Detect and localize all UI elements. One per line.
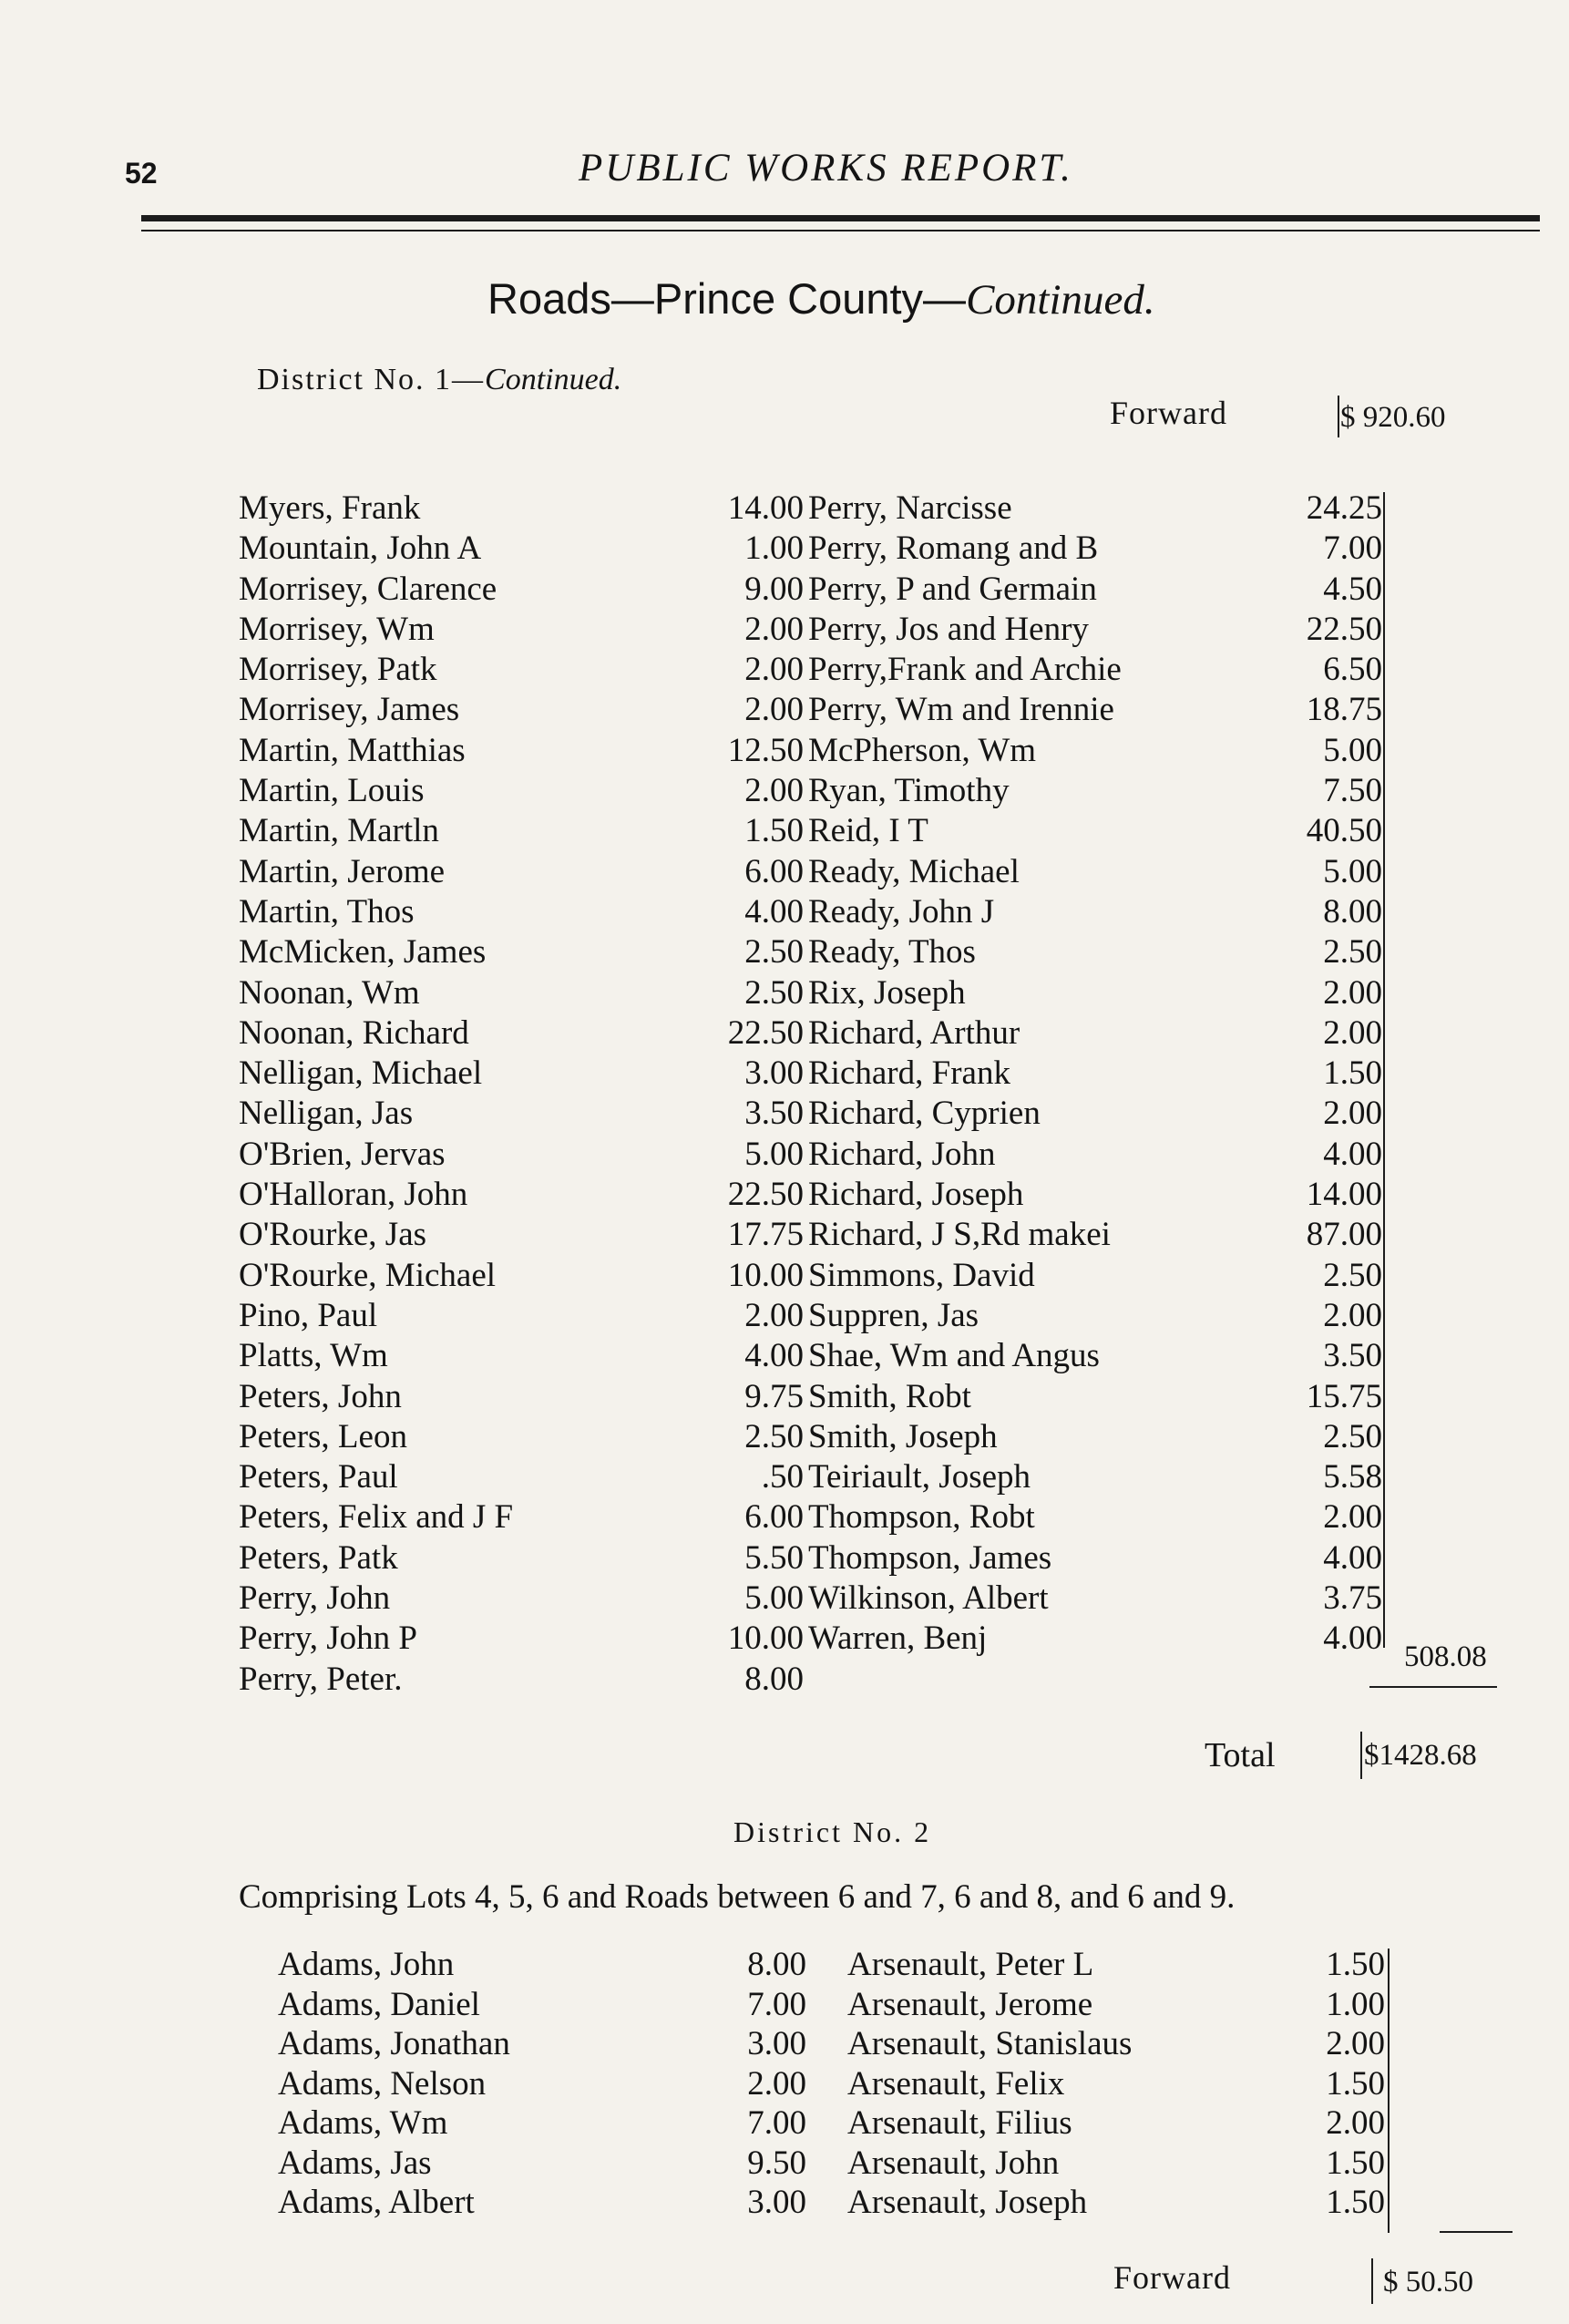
right-name: Ryan, Timothy <box>808 772 1010 810</box>
right-amount: 7.00 <box>1323 530 1382 568</box>
left-name: Mountain, John A <box>239 530 482 568</box>
left-amount: 1.00 <box>744 530 804 568</box>
right-name: Thompson, James <box>808 1538 1052 1577</box>
district-1-ledger-row <box>239 892 1382 932</box>
left-amount: 2.50 <box>744 1417 804 1455</box>
right-amount: 2.00 <box>1323 1095 1382 1133</box>
left-name: Martin, Martln <box>239 812 439 850</box>
right-name: Ready, John J <box>808 892 995 931</box>
right-name: Reid, I T <box>808 812 928 850</box>
right-amount: 2.00 <box>1323 1498 1382 1537</box>
left-name: Morrisey, Clarence <box>239 570 497 608</box>
left-name: Martin, Thos <box>239 892 415 931</box>
left-name: Nelligan, Michael <box>239 1054 483 1093</box>
right-amount: 22.50 <box>1306 610 1382 648</box>
right-amount: 1.50 <box>1326 1946 1385 1983</box>
left-name: O'Rourke, Michael <box>239 1256 497 1294</box>
district-1-ledger-row <box>239 1215 1382 1255</box>
right-amount: 2.00 <box>1326 2025 1385 2062</box>
left-amount: 2.00 <box>744 610 804 648</box>
right-amount: 2.50 <box>1323 933 1382 972</box>
right-name: Simmons, David <box>808 1256 1035 1294</box>
section-title-main: Roads—Prince County— <box>487 274 967 323</box>
right-name: Richard, John <box>808 1135 996 1173</box>
right-name: Richard, Arthur <box>808 1013 1020 1052</box>
left-amount: 6.00 <box>744 1498 804 1537</box>
left-amount: 3.00 <box>747 2184 806 2221</box>
left-amount: 17.75 <box>727 1216 804 1254</box>
right-name: Richard, Frank <box>808 1054 1010 1093</box>
district-1-ledger-row <box>239 570 1382 610</box>
section-title-continued: Continued. <box>966 276 1155 324</box>
right-amount: 3.75 <box>1323 1579 1382 1618</box>
right-amount: 2.00 <box>1323 1013 1382 1052</box>
right-name: Warren, Benj <box>808 1620 988 1658</box>
left-amount: 4.00 <box>744 892 804 931</box>
district-2-ledger-row <box>278 2064 1399 2104</box>
right-name: Arsenault, Joseph <box>847 2184 1088 2221</box>
section-title <box>487 273 1155 324</box>
left-name: Pino, Paul <box>239 1296 378 1334</box>
left-name: Peters, Paul <box>239 1458 398 1496</box>
forward-amount-bottom: $ 50.50 <box>1383 2266 1473 2298</box>
right-name: Perry, Wm and Irennie <box>808 691 1114 729</box>
right-name: Thompson, Robt <box>808 1498 1035 1537</box>
left-name: Myers, Frank <box>239 489 421 527</box>
forward-vertical-rule <box>1338 396 1339 437</box>
right-name: Wilkinson, Albert <box>808 1579 1049 1618</box>
district-1-ledger-row <box>239 1377 1382 1417</box>
left-name: Adams, Jonathan <box>278 2025 510 2062</box>
right-amount: 40.50 <box>1306 812 1382 850</box>
district-1-ledger-row <box>239 650 1382 690</box>
forward-label-bottom: Forward <box>1113 2259 1231 2296</box>
left-name: Adams, Nelson <box>278 2064 487 2103</box>
right-amount: 1.50 <box>1326 2184 1385 2221</box>
district-1-ledger <box>239 488 1382 1700</box>
right-amount: 3.50 <box>1323 1337 1382 1375</box>
district-2-heading: District No. 2 <box>733 1815 932 1848</box>
district-1-ledger-row <box>239 1578 1382 1619</box>
district-1-heading <box>257 363 621 397</box>
left-amount: 22.50 <box>727 1176 804 1214</box>
left-amount: 6.00 <box>744 852 804 890</box>
total-label: Total <box>1205 1736 1276 1774</box>
right-amount: 2.50 <box>1323 1256 1382 1294</box>
district-2-amount-rule <box>1388 1949 1390 2233</box>
total-vertical-rule <box>1360 1732 1362 1779</box>
right-amount: 6.50 <box>1323 651 1382 689</box>
right-amount: 87.00 <box>1306 1216 1382 1254</box>
right-amount: 4.50 <box>1323 570 1382 608</box>
right-amount: 5.00 <box>1323 731 1382 769</box>
left-amount: 8.00 <box>744 1660 804 1698</box>
forward-amount: $ 920.60 <box>1340 401 1446 434</box>
forward-bottom-vertical-rule <box>1371 2258 1373 2304</box>
left-amount: 14.00 <box>727 489 804 527</box>
district-1-ledger-row <box>239 1417 1382 1457</box>
district-1-ledger-row <box>239 811 1382 851</box>
left-amount: 8.00 <box>747 1946 806 1983</box>
left-amount: .50 <box>761 1458 804 1496</box>
district-2-bottom-rule <box>1440 2231 1513 2233</box>
right-amount: 24.25 <box>1306 489 1382 527</box>
right-amount: 1.50 <box>1326 2064 1385 2103</box>
district-1-ledger-row <box>239 690 1382 730</box>
right-amount: 1.50 <box>1323 1054 1382 1093</box>
district-1-heading-continued: Continued. <box>485 363 622 396</box>
right-name: McPherson, Wm <box>808 731 1037 769</box>
left-amount: 2.50 <box>744 933 804 972</box>
right-name: Perry, Jos and Henry <box>808 610 1089 648</box>
right-name: Teiriault, Joseph <box>808 1458 1031 1496</box>
right-name: Perry, Narcisse <box>808 489 1012 527</box>
right-amount: 7.50 <box>1323 772 1382 810</box>
right-name: Arsenault, Stanislaus <box>847 2025 1133 2062</box>
right-name: Suppren, Jas <box>808 1296 979 1334</box>
forward-label: Forward <box>1110 395 1227 431</box>
left-amount: 2.50 <box>744 973 804 1012</box>
left-amount: 3.50 <box>744 1095 804 1133</box>
right-amount: 2.00 <box>1326 2104 1385 2142</box>
left-name: Peters, Patk <box>239 1538 398 1577</box>
district-1-ledger-row <box>239 1013 1382 1054</box>
right-name: Rix, Joseph <box>808 973 966 1012</box>
district-2-ledger-row <box>278 2024 1399 2064</box>
running-head: PUBLIC WORKS REPORT. <box>579 147 1073 190</box>
left-amount: 9.50 <box>747 2144 806 2182</box>
left-name: Nelligan, Jas <box>239 1095 414 1133</box>
district-1-ledger-row <box>239 1660 1378 1700</box>
right-name: Arsenault, John <box>847 2144 1060 2182</box>
left-amount: 10.00 <box>727 1620 804 1658</box>
left-name: Peters, John <box>239 1377 402 1415</box>
left-name: Martin, Louis <box>239 772 425 810</box>
left-amount: 12.50 <box>727 731 804 769</box>
district-1-heading-label: District No. 1— <box>257 363 486 396</box>
left-name: Noonan, Richard <box>239 1013 469 1052</box>
district-1-ledger-row <box>239 1538 1382 1578</box>
right-name: Ready, Michael <box>808 852 1020 890</box>
right-name: Smith, Robt <box>808 1377 971 1415</box>
left-amount: 1.50 <box>744 812 804 850</box>
right-amount: 1.00 <box>1326 1985 1385 2023</box>
district-2-ledger-row <box>278 1985 1399 2025</box>
left-name: O'Halloran, John <box>239 1176 468 1214</box>
left-name: Adams, Wm <box>278 2104 448 2142</box>
left-name: Morrisey, James <box>239 691 460 729</box>
left-name: Peters, Leon <box>239 1417 407 1455</box>
right-name: Shae, Wm and Angus <box>808 1337 1100 1375</box>
district-2-ledger-row <box>278 2144 1399 2184</box>
left-name: Perry, John P <box>239 1620 417 1658</box>
right-amount: 4.00 <box>1323 1135 1382 1173</box>
district-1-ledger-row <box>239 1619 1382 1659</box>
left-name: O'Rourke, Jas <box>239 1216 427 1254</box>
right-amount: 2.00 <box>1323 973 1382 1012</box>
right-amount: 2.00 <box>1323 1296 1382 1334</box>
page-number: 52 <box>125 157 158 190</box>
left-name: Platts, Wm <box>239 1337 388 1375</box>
right-amount: 2.50 <box>1323 1417 1382 1455</box>
district-1-ledger-row <box>239 610 1382 650</box>
district-1-ledger-row <box>239 1135 1382 1175</box>
left-name: Morrisey, Patk <box>239 651 437 689</box>
right-name: Perry, P and Germain <box>808 570 1097 608</box>
left-amount: 3.00 <box>744 1054 804 1093</box>
right-name: Ready, Thos <box>808 933 976 972</box>
district-1-ledger-row <box>239 731 1382 771</box>
header-rule-thin <box>141 230 1540 231</box>
left-amount: 22.50 <box>727 1013 804 1052</box>
subtotal-rule <box>1369 1686 1497 1688</box>
right-amount: 18.75 <box>1306 691 1382 729</box>
district-2-ledger-row <box>278 1945 1399 1985</box>
left-name: Adams, Albert <box>278 2184 475 2221</box>
right-name: Arsenault, Felix <box>847 2064 1065 2103</box>
right-amount: 1.50 <box>1326 2144 1385 2182</box>
district-1-ledger-row <box>239 1256 1382 1296</box>
district-2-ledger-row <box>278 2183 1399 2223</box>
district-1-ledger-row <box>239 1054 1382 1094</box>
right-name: Perry,Frank and Archie <box>808 651 1122 689</box>
left-amount: 2.00 <box>744 651 804 689</box>
left-amount: 7.00 <box>747 2104 806 2142</box>
district-1-ledger-row <box>239 529 1382 569</box>
right-name: Perry, Romang and B <box>808 530 1099 568</box>
right-name: Richard, Cyprien <box>808 1095 1041 1133</box>
left-name: Adams, Daniel <box>278 1985 480 2023</box>
district-1-ledger-row <box>239 932 1382 972</box>
left-amount: 4.00 <box>744 1337 804 1375</box>
right-name: Arsenault, Filius <box>847 2104 1072 2142</box>
left-amount: 10.00 <box>727 1256 804 1294</box>
left-name: Martin, Matthias <box>239 731 466 769</box>
right-amount: 5.58 <box>1323 1458 1382 1496</box>
district-1-ledger-row <box>239 1497 1382 1537</box>
left-name: Perry, John <box>239 1579 391 1618</box>
total-amount: $1428.68 <box>1364 1739 1477 1772</box>
left-amount: 2.00 <box>747 2064 806 2103</box>
district-1-ledger-row <box>239 852 1382 892</box>
district-1-ledger-row <box>239 1094 1382 1134</box>
district-1-ledger-row <box>239 1457 1382 1497</box>
left-amount: 2.00 <box>744 1296 804 1334</box>
left-name: McMicken, James <box>239 933 487 972</box>
right-amount: 4.00 <box>1323 1538 1382 1577</box>
left-amount: 7.00 <box>747 1985 806 2023</box>
right-name: Arsenault, Jerome <box>847 1985 1093 2023</box>
left-amount: 2.00 <box>744 772 804 810</box>
district-1-subtotal: 508.08 <box>1404 1640 1487 1673</box>
header-rule-thick <box>141 215 1540 221</box>
left-name: Martin, Jerome <box>239 852 446 890</box>
right-name: Richard, Joseph <box>808 1176 1024 1214</box>
district-2-ledger-row <box>278 2103 1399 2144</box>
left-amount: 9.75 <box>744 1377 804 1415</box>
left-name: Morrisey, Wm <box>239 610 435 648</box>
left-amount: 5.50 <box>744 1538 804 1577</box>
left-amount: 5.00 <box>744 1135 804 1173</box>
left-amount: 3.00 <box>747 2025 806 2062</box>
right-amount: 14.00 <box>1306 1176 1382 1214</box>
right-name: Smith, Joseph <box>808 1417 998 1455</box>
left-name: Adams, John <box>278 1946 455 1983</box>
right-name: Richard, J S,Rd makei <box>808 1216 1111 1254</box>
left-name: Peters, Felix and J F <box>239 1498 514 1537</box>
district-1-ledger-row <box>239 488 1382 529</box>
right-amount: 15.75 <box>1306 1377 1382 1415</box>
left-name: Perry, Peter. <box>239 1660 403 1698</box>
district-2-ledger <box>278 1945 1399 2223</box>
right-name: Arsenault, Peter L <box>847 1946 1094 1983</box>
left-amount: 5.00 <box>744 1579 804 1618</box>
left-name: Noonan, Wm <box>239 973 420 1012</box>
district-1-amount-rule <box>1383 492 1385 1648</box>
district-1-ledger-row <box>239 1175 1382 1215</box>
district-1-ledger-row <box>239 973 1382 1013</box>
district-2-description: Comprising Lots 4, 5, 6 and Roads between 6 and 7, 6 and 8, and 6 and 9. <box>239 1878 1236 1916</box>
left-amount: 2.00 <box>744 691 804 729</box>
district-1-ledger-row <box>239 1296 1382 1336</box>
left-name: Adams, Jas <box>278 2144 432 2182</box>
left-name: O'Brien, Jervas <box>239 1135 446 1173</box>
right-amount: 4.00 <box>1323 1620 1382 1658</box>
left-amount: 9.00 <box>744 570 804 608</box>
district-1-ledger-row <box>239 1336 1382 1376</box>
district-1-ledger-row <box>239 771 1382 811</box>
right-amount: 5.00 <box>1323 852 1382 890</box>
right-amount: 8.00 <box>1323 892 1382 931</box>
